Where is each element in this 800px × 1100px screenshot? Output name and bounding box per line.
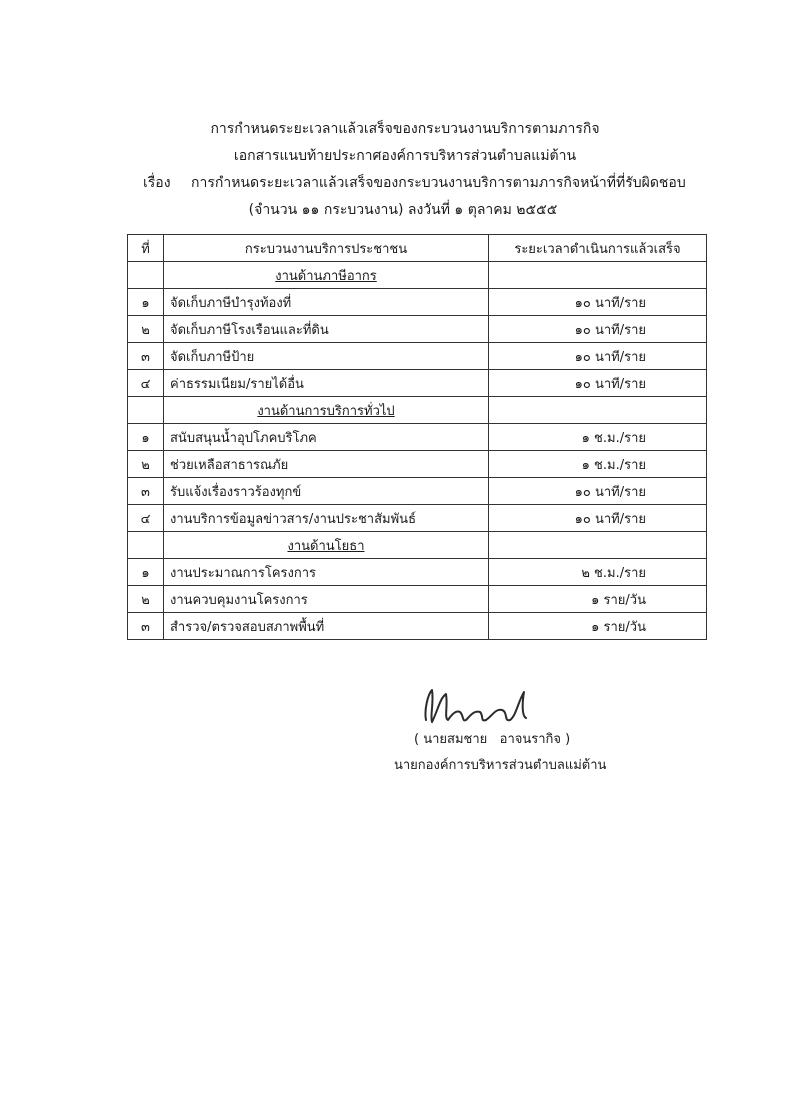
row-number: ๑	[128, 289, 164, 316]
row-duration: ๑ ราย/วัน	[489, 613, 707, 640]
subject-text: การกำหนดระยะเวลาแล้วเสร็จของกระบวนงานบริการตามภารกิจหน้าที่ที่รับผิดชอบ	[191, 175, 686, 191]
row-duration: ๑๐ นาที/ราย	[489, 505, 707, 532]
section-number-cell	[128, 397, 164, 424]
count-date-line: (จำนวน ๑๑ กระบวนงาน) ลงวันที่ ๑ ตุลาคม ๒๕๕๕	[248, 202, 558, 218]
subject-line	[143, 172, 686, 194]
document-subtitle: เอกสารแนบท้ายประกาศองค์การบริหารส่วนตำบลแม่ต้าน	[233, 148, 577, 164]
row-number: ๒	[128, 586, 164, 613]
section-row	[128, 262, 707, 289]
row-duration: ๑๐ นาที/ราย	[489, 478, 707, 505]
row-service-name: งานประมาณการโครงการ	[164, 559, 489, 586]
section-number-cell	[128, 532, 164, 559]
row-number: ๑	[128, 424, 164, 451]
row-duration: ๑๐ นาที/ราย	[489, 370, 707, 397]
section-duration-cell	[489, 532, 707, 559]
row-number: ๑	[128, 559, 164, 586]
service-table	[127, 234, 707, 640]
row-service-name: รับแจ้งเรื่องราวร้องทุกข์	[164, 478, 489, 505]
section-row	[128, 532, 707, 559]
table-row	[128, 613, 707, 640]
header-service: กระบวนงานบริการประชาชน	[164, 235, 489, 262]
row-duration: ๑๐ นาที/ราย	[489, 343, 707, 370]
table-row	[128, 370, 707, 397]
table-row	[128, 289, 707, 316]
row-duration: ๑๐ นาที/ราย	[489, 316, 707, 343]
row-service-name: จัดเก็บภาษีป้าย	[164, 343, 489, 370]
row-number: ๓	[128, 613, 164, 640]
row-duration: ๑ ราย/วัน	[489, 586, 707, 613]
section-title: งานด้านการบริการทั่วไป	[164, 397, 489, 424]
row-duration: ๑ ช.ม./ราย	[489, 424, 707, 451]
signer-position: นายกองค์การบริหารส่วนตำบลแม่ต้าน	[394, 758, 607, 773]
row-service-name: ช่วยเหลือสาธารณภัย	[164, 451, 489, 478]
table-row	[128, 478, 707, 505]
row-duration: ๑๐ นาที/ราย	[489, 289, 707, 316]
row-service-name: จัดเก็บภาษีโรงเรือนและที่ดิน	[164, 316, 489, 343]
row-number: ๔	[128, 370, 164, 397]
section-title: งานด้านโยธา	[164, 532, 489, 559]
row-duration: ๒ ช.ม./ราย	[489, 559, 707, 586]
section-row	[128, 397, 707, 424]
row-number: ๒	[128, 451, 164, 478]
row-service-name: สนับสนุนน้ำอุปโภคบริโภค	[164, 424, 489, 451]
table-header-row	[128, 235, 707, 262]
row-service-name: ค่าธรรมเนียม/รายได้อื่น	[164, 370, 489, 397]
table-row	[128, 505, 707, 532]
table-row	[128, 343, 707, 370]
subject-label: เรื่อง	[143, 175, 171, 191]
table-row	[128, 424, 707, 451]
handwritten-signature	[418, 680, 548, 728]
row-number: ๓	[128, 343, 164, 370]
row-service-name: งานควบคุมงานโครงการ	[164, 586, 489, 613]
document-title: การกำหนดระยะเวลาแล้วเสร็จของกระบวนงานบริการตามภารกิจ	[210, 121, 600, 137]
table-row	[128, 316, 707, 343]
table-row	[128, 559, 707, 586]
section-number-cell	[128, 262, 164, 289]
row-number: ๔	[128, 505, 164, 532]
section-duration-cell	[489, 397, 707, 424]
section-title: งานด้านภาษีอากร	[164, 262, 489, 289]
table-row	[128, 451, 707, 478]
row-service-name: สำรวจ/ตรวจสอบสภาพพื้นที่	[164, 613, 489, 640]
row-service-name: งานบริการข้อมูลข่าวสาร/งานประชาสัมพันธ์	[164, 505, 489, 532]
row-service-name: จัดเก็บภาษีบำรุงท้องที่	[164, 289, 489, 316]
row-number: ๒	[128, 316, 164, 343]
row-duration: ๑ ช.ม./ราย	[489, 451, 707, 478]
table-row	[128, 586, 707, 613]
row-number: ๓	[128, 478, 164, 505]
header-duration: ระยะเวลาดำเนินการแล้วเสร็จ	[489, 235, 707, 262]
table-body	[128, 262, 707, 640]
section-duration-cell	[489, 262, 707, 289]
header-number: ที่	[128, 235, 164, 262]
signer-name: ( นายสมชาย อาจนรากิจ )	[414, 732, 571, 747]
